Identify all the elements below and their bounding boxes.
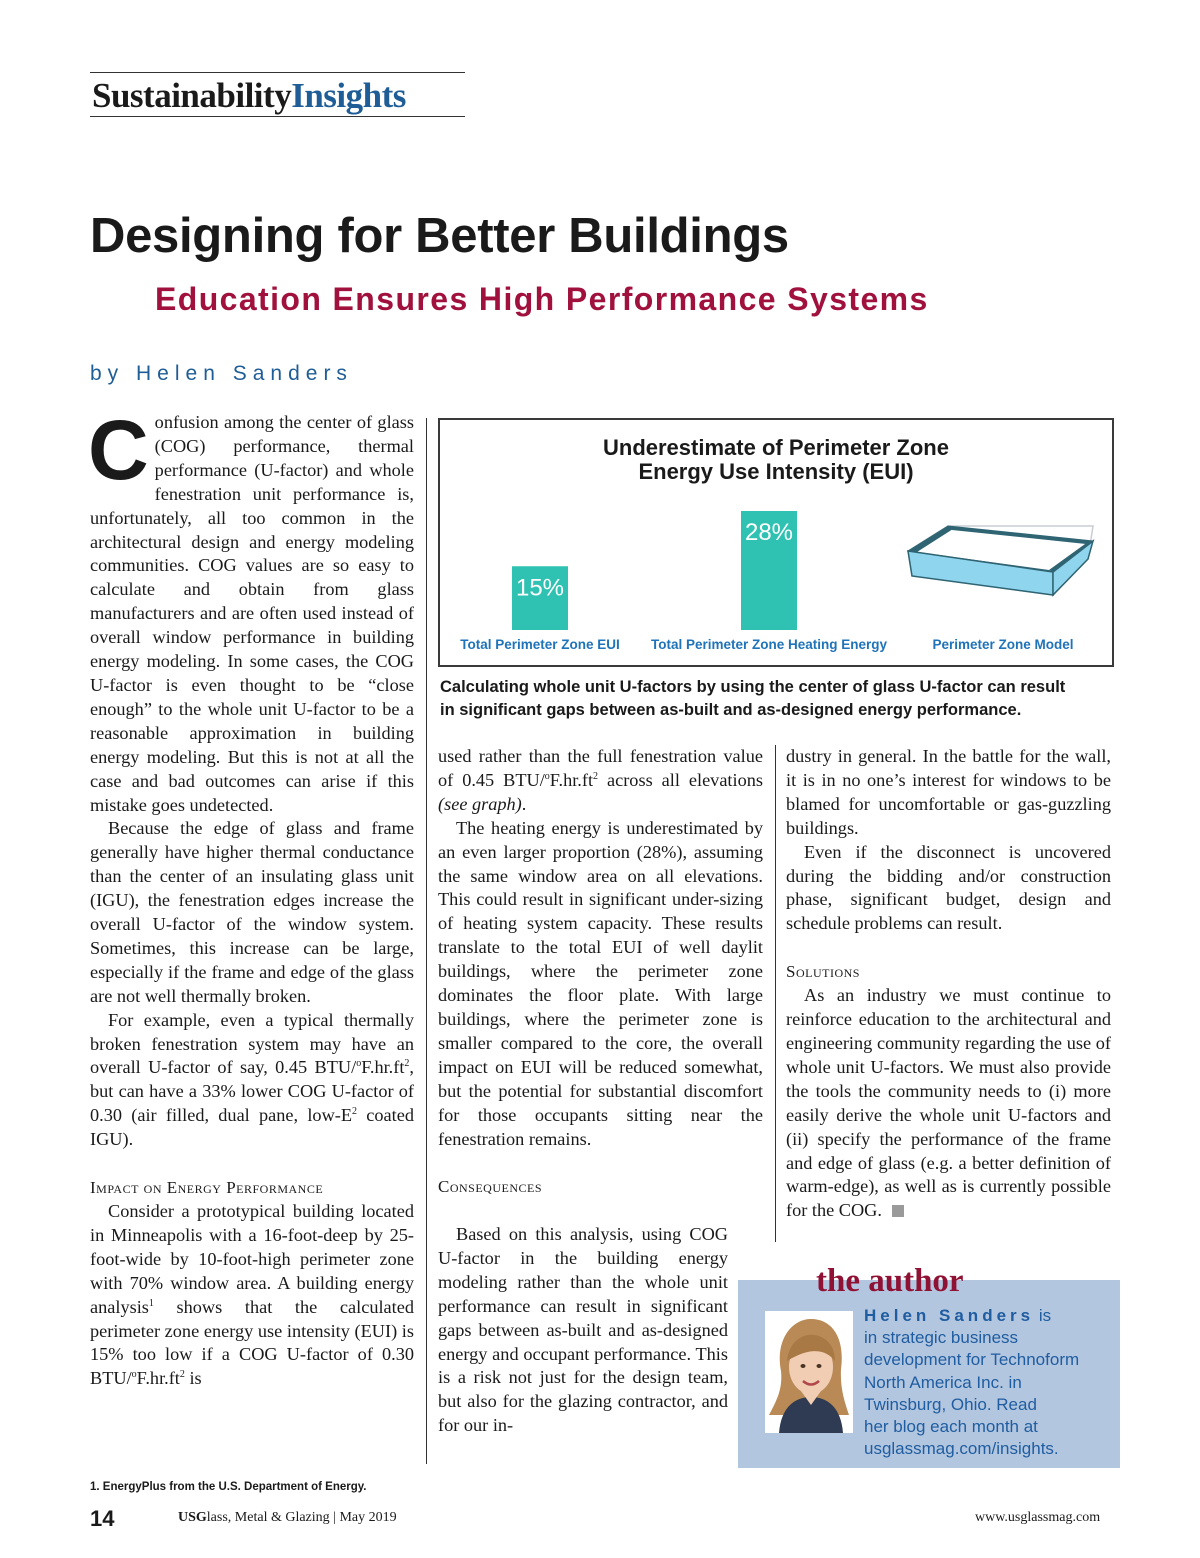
article-byline: by Helen Sanders [90,362,353,385]
section-heading-solutions: Solutions [786,962,860,982]
paragraph-text: dustry in general. In the battle for the wall, it is in no one’s interest for windows to be blamed for uncomfortable or gas-guzzling buildings. [786,746,1111,838]
author-bio-line: development for Technoform [864,1350,1080,1370]
article-title: Designing for Better Buildings [90,209,789,263]
paragraph-text: used rather than the full fenestration value of 0.45 BTU/ [438,746,763,790]
paragraph [438,1223,728,1438]
body-column-2 [438,745,763,1199]
paragraph-text: The heating energy is underestimated by an even larger proportion (28%), assuming the same window area on all elevations. This could result in significant under-sizing of heating system capacity. These results translate to the total EUI of well daylit buildings, where the perimeter zone dominates the floor plate. With large buildings, where the perimeter zone is smaller compared to the core, the overall impact on EUI will be reduced somewhat, but the potential for substantial discomfort for those occupants sitting near the fenestration remains. [438,817,763,1149]
author-photo [765,1311,853,1433]
section-heading-consequences: Consequences [438,1177,543,1197]
degree-sup: o [131,1369,137,1381]
section-heading-impact: Impact on Energy Performance [90,1178,324,1198]
publication-date: May 2019 [339,1510,397,1525]
section-header [92,74,406,118]
squared-sup: 2 [352,1106,358,1118]
squared-sup: 2 [179,1369,185,1381]
paragraph-text: onfusion among the center of glass (COG) performance, thermal performance (U-factor) and whole fenestration unit performance is, unfortunately, all too common in the architectural design and energy modeling communities. COG values are so easy to calculate and obtain from glass manufacturers and are often used instead of overall window performance in building energy modeling. In some cases, the COG U-factor is even thought to be “close enough” to the whole unit U-factor to be a reasonable approximation in building energy modeling. But this is not at all the case and bad outcomes can arise if this mistake goes undetected. [90,412,414,815]
author-name: Helen Sanders [864,1306,1035,1325]
author-bio-text: is [1034,1306,1052,1325]
chart-title-line2: Energy Use Intensity (EUI) [638,459,914,484]
author-bio-line: North America Inc. in [864,1372,1022,1392]
chart [440,420,1112,665]
paragraph-text: , but can have a 33% lower COG U-factor of 0.30 (air filled, dual pane, low-E [90,1057,414,1126]
column-rule-2 [775,745,776,1242]
publication-info [178,1510,397,1526]
paragraph-text: Consider a prototypical building located in Minneapolis with a 16-foot-deep by 25-foot-wide by 10-foot-high perimeter zone with 70% window area. A building energy analysis [90,1201,414,1317]
squared-sup: 2 [593,770,599,782]
paragraph [786,841,1111,937]
chart-box [438,418,1114,667]
chart-caption-line2: in significant gaps between as-built and as-designed energy performance. [440,701,1022,719]
body-column-3 [786,745,1111,1223]
paragraph-text: F.hr.ft [361,1057,405,1078]
paragraph-text: For example, even a typical thermally broken fenestration system may have an overall U-factor of say, 0.45 BTU/ [90,1009,414,1078]
paragraph [90,1009,414,1152]
publication-name-bold: USG [178,1510,207,1525]
perimeter-zone-model-graphic [908,526,1093,595]
paragraph [438,817,763,1152]
paragraph-text: is [184,1368,202,1389]
degree-sup: o [544,770,550,782]
paragraph-text: . [521,793,527,814]
page-number: 14 [90,1506,115,1531]
publication-separator: | [329,1510,340,1525]
website-url[interactable]: www.usglassmag.com [975,1510,1101,1525]
paragraph-text: F.hr.ft [136,1368,180,1389]
degree-sup: o [356,1058,362,1070]
paragraph-text: across all elevations [598,769,763,790]
author-bio-line: her blog each month at [864,1417,1038,1437]
author-heading: the author [816,1263,964,1299]
paragraph [90,817,414,1008]
chart-category-label: Total Perimeter Zone Heating Energy [650,637,888,652]
section-top-rule [90,72,465,73]
paragraph-text: shows that the calculated perimeter zone energy use intensity (EUI) is 15% too low if a COG U-factor of 0.30 BTU/ [90,1296,414,1389]
body-column-2-continued [438,1223,728,1438]
paragraph [438,745,763,817]
chart-value-label: 28% [744,519,794,546]
drop-cap: C [88,403,149,497]
paragraph-text: coated IGU). [90,1105,414,1150]
paragraph-text: Based on this analysis, using COG U-factor in the building energy modeling rather than the whole unit performance can result in significant gaps between as-built and as-designed energy and occupant performance. This is a risk not just for the design team, but also for the glazing contractor, and for our in- [438,1224,728,1436]
publication-name-rest: lass, Metal & Glazing [206,1510,330,1525]
paragraph [90,1200,414,1391]
footnote: 1. EnergyPlus from the U.S. Department of Energy. [90,1481,367,1493]
author-bio-line: in strategic business [864,1328,1019,1348]
paragraph-text: Because the edge of glass and frame generally have higher thermal conductance than the center of an insulating glass unit (IGU), the fenestration edges increase the overall U-factor of the window system. Sometimes, this increase can be large, especially if the frame and edge of the glass are not well thermally broken. [90,818,414,1006]
column-rule-1 [426,418,427,1464]
author-bio [864,1305,1104,1460]
chart-bars [512,511,797,630]
footnote-ref: 1 [148,1297,154,1309]
body-column-1 [88,403,414,1391]
section-header-part2: Insights [291,76,406,115]
author-blog-link[interactable]: usglassmag.com/insights. [864,1439,1059,1459]
author-bio-line: Twinsburg, Ohio. Read [864,1394,1037,1414]
paragraph [786,745,1111,841]
paragraph [786,984,1111,1223]
squared-sup: 2 [404,1058,410,1070]
chart-category-labels [460,637,1073,652]
chart-category-label: Total Perimeter Zone EUI [460,637,620,652]
see-graph-reference: (see graph) [438,793,522,814]
end-of-article-mark [892,1205,904,1217]
article-subtitle: Education Ensures High Performance Systems [155,281,929,317]
section-bottom-rule [90,116,465,117]
chart-model-label: Perimeter Zone Model [932,637,1074,652]
section-header-part1: Sustainability [92,76,292,115]
chart-title-line1: Underestimate of Perimeter Zone [603,435,949,460]
paragraph-text: F.hr.ft [549,769,594,790]
chart-caption-line1: Calculating whole unit U-factors by using the center of glass U-factor can result [440,678,1066,696]
chart-caption [440,676,1120,722]
paragraph-text: As an industry we must continue to reinforce education to the architectural and engineering community regarding the use of whole unit U-factors. We must also provide the tools the community needs to (i) more easily derive the whole unit U-factors and (ii) specify the performance of the frame and edge of glass (e.g. a better definition of warm-edge), as well as is currently possible for the COG. [786,985,1111,1221]
chart-value-label: 15% [515,574,565,602]
paragraph-text: Even if the disconnect is uncovered during the bidding and/or construction phase, significant budget, design and schedule problems can result. [786,841,1111,934]
